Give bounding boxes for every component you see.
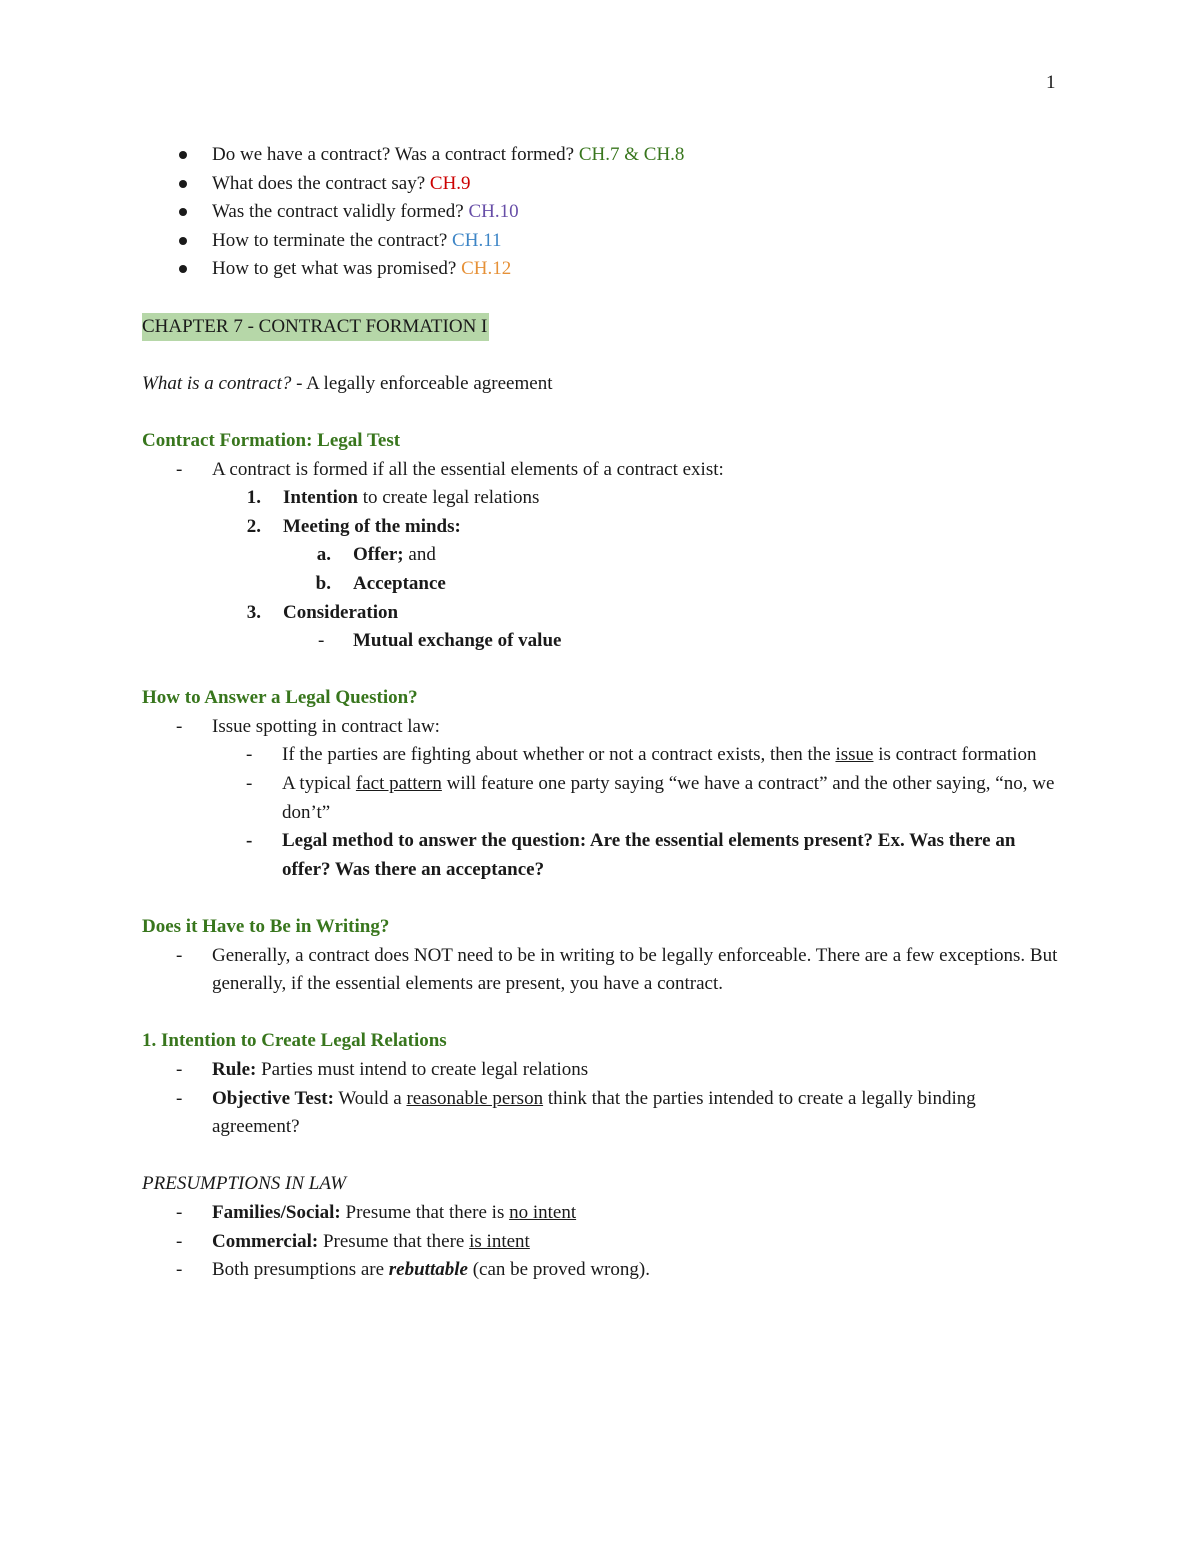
list-item: - Generally, a contract does NOT need to be in writing to be legally enforceable. There are a few exceptions. But generally, if the essential elements are present, you have a contract.: [142, 942, 1062, 999]
chapter-ref: CH.10: [468, 201, 519, 223]
page-number: 1: [1046, 72, 1056, 93]
list-item: - Families/Social: Presume that there is no intent: [176, 1201, 577, 1223]
overview-list: [142, 141, 1062, 284]
list-item: [142, 141, 1062, 170]
list-item: - Commercial: Presume that there is intent: [176, 1230, 530, 1252]
list-item: [142, 198, 1062, 227]
list-item: - Both presumptions are rebuttable (can be proved wrong).: [176, 1259, 650, 1281]
section-heading: Contract Formation: Legal Test: [142, 429, 401, 451]
list-item-text: (can be proved wrong).: [467, 1259, 650, 1281]
list-item: [142, 513, 1062, 542]
bullet-icon: [142, 170, 212, 199]
definition: [142, 370, 1062, 399]
bullet-icon: [142, 141, 212, 170]
list-item: - Legal method to answer the question: Are the essential elements present? Ex. Was there an offer? Was there an acceptance?: [142, 827, 1062, 884]
term: Commercial:: [212, 1230, 319, 1252]
document-body: [142, 141, 1062, 1285]
list-item-text: Legal method to answer the question: Are the essential elements present? Ex. Was there an offer? Was there an acceptance?: [282, 830, 1016, 880]
list-item: - A contract is formed if all the essential elements of a contract exist:: [142, 456, 1062, 485]
list-item-text: Would a: [333, 1087, 407, 1109]
underlined-term: reasonable person: [406, 1087, 544, 1109]
list-item: [142, 170, 1062, 199]
list-item: - Mutual exchange of value: [142, 627, 1062, 656]
term: Rule:: [212, 1059, 257, 1080]
list-letter: a.: [316, 544, 331, 566]
chapter-title: CHAPTER 7 - CONTRACT FORMATION I: [142, 313, 489, 342]
list-item: - Rule: Parties must intend to create legal relations: [176, 1059, 589, 1080]
chapter-ref: CH.7 & CH.8: [578, 144, 685, 165]
chapter-ref: CH.11: [452, 229, 502, 251]
term: Offer;: [353, 544, 404, 566]
list-item-text: Both presumptions are: [212, 1259, 389, 1281]
list-item: - Issue spotting in contract law:: [142, 713, 1062, 742]
chapter-ref: CH.9: [429, 172, 471, 194]
emphasis-term: rebuttable: [388, 1259, 468, 1281]
term: Objective Test:: [212, 1087, 334, 1109]
list-item-text: is contract formation: [873, 744, 1037, 766]
list-item-text: Generally, a contract does NOT need to be in writing to be legally enforceable. There are a few exceptions. But generally, if the essential elements are present, you have a contract.: [212, 944, 1058, 995]
term: Acceptance: [353, 572, 446, 594]
list-item-text: How to terminate the contract?: [212, 229, 453, 251]
section-heading: Does it Have to Be in Writing?: [142, 916, 390, 938]
list-item-text: If the parties are fighting about whether or not a contract exists, then the: [282, 744, 836, 766]
list-item: [142, 541, 1062, 570]
section-heading: How to Answer a Legal Question?: [142, 687, 418, 709]
list-item-text: and: [403, 544, 436, 566]
list-item-text: to create legal relations: [357, 487, 540, 509]
list-item-text: Presume that there: [318, 1230, 470, 1252]
section-heading: 1. Intention to Create Legal Relations: [142, 1030, 447, 1052]
bullet-icon: [142, 227, 212, 256]
underlined-term: is intent: [469, 1230, 530, 1252]
term: Consideration: [283, 601, 399, 623]
bullet-icon: [142, 255, 212, 284]
list-item: [142, 227, 1062, 256]
section-heading: [142, 1170, 1062, 1199]
list-item: - Objective Test: Would a reasonable person think that the parties intended to create a legally binding agreement?: [176, 1087, 976, 1138]
bullet-icon: [142, 198, 212, 227]
list-item: [142, 484, 1062, 513]
presumptions-heading: PRESUMPTIONS IN LAW: [142, 1173, 347, 1195]
list-item-text: Do we have a contract? Was a contract formed?: [212, 144, 579, 165]
list-item: [142, 255, 1062, 284]
list-item-text: A typical: [282, 773, 356, 795]
list-item-text: Issue spotting in contract law:: [212, 715, 440, 737]
term: Meeting of the minds:: [283, 515, 461, 537]
underlined-term: fact pattern: [355, 773, 442, 795]
definition-answer: - A legally enforceable agreement: [291, 372, 553, 394]
list-letter: b.: [315, 572, 331, 594]
list-number: 3.: [246, 601, 261, 623]
list-item-text: Parties must intend to create legal relations: [256, 1059, 589, 1080]
list-item-text: will feature one party saying “we have a contract” and the other saying, “no, we don’t”: [282, 773, 1055, 823]
list-item-text: Mutual exchange of value: [353, 630, 562, 652]
list-number: 1.: [246, 487, 261, 509]
underlined-term: no intent: [509, 1201, 577, 1223]
list-item-text: How to get what was promised?: [212, 258, 462, 280]
list-item-text: A contract is formed if all the essential elements of a contract exist:: [212, 458, 724, 480]
list-item: [142, 570, 1062, 599]
term: Intention: [283, 487, 358, 509]
list-item-text: Was the contract validly formed?: [212, 201, 469, 223]
list-item: - If the parties are fighting about whether or not a contract exists, then the issue is contract formation: [246, 744, 1037, 766]
list-item-text: Presume that there is: [340, 1201, 510, 1223]
definition-question: What is a contract?: [142, 372, 292, 394]
list-item: - A typical fact pattern will feature one party saying “we have a contract” and the other saying, “no, we don’t”: [246, 773, 1055, 823]
list-number: 2.: [246, 515, 261, 537]
chapter-ref: CH.12: [461, 258, 512, 280]
term: Families/Social:: [212, 1201, 341, 1223]
underlined-term: issue: [835, 744, 874, 766]
list-item: [142, 599, 1062, 628]
list-item-text: What does the contract say?: [212, 172, 430, 194]
list-item-text: think that the parties intended to create a legally binding agreement?: [212, 1087, 976, 1138]
